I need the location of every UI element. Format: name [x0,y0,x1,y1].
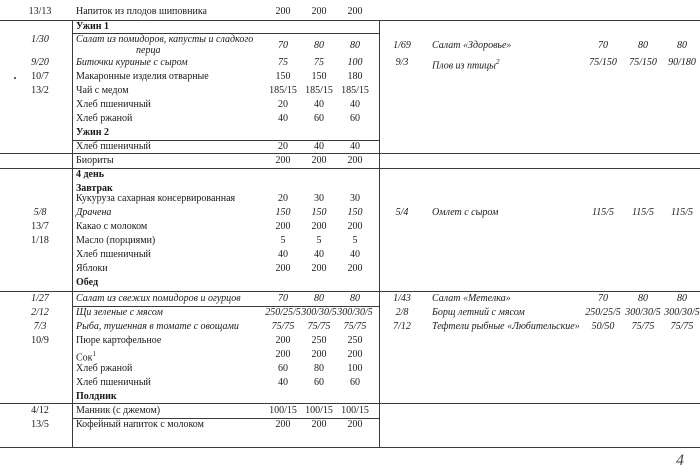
portion-value: 200 [275,155,291,166]
portion-value: 250 [347,335,363,346]
portion-value: 100/15 [269,405,297,416]
page-number: 4 [676,452,684,469]
alt-dish-name: Плов из птицы$^2$ [432,58,500,72]
table-column-rule [72,21,73,447]
dish-code: 13/7 [31,221,49,232]
portion-value: 5 [280,235,286,246]
section-heading: Полдник [76,391,117,402]
dish-name: Хлеб пшеничный [76,141,151,152]
portion-value: 200 [275,6,291,17]
dish-name: Биточки куриные с сыром [76,57,188,68]
portion-value: 200 [275,221,291,232]
dish-name: Салат из свежих помидоров и огурцов [76,293,241,304]
portion-value: 20 [278,193,288,204]
alt-portion-value: 80 [677,40,687,51]
portion-value: 20 [278,99,288,110]
alt-portion-value: 90/180 [668,57,696,68]
portion-value: 60 [350,113,360,124]
dish-name: Макаронные изделия отварные [76,71,209,82]
dish-code: 1/18 [31,235,49,246]
portion-value: 200 [347,221,363,232]
portion-value: 5 [316,235,322,246]
portion-value: 250/25/5 [265,307,301,318]
alt-dish-code: 5/4 [395,207,409,218]
portion-value: 200 [347,263,363,274]
portion-value: 40 [314,249,324,260]
alt-dish-name: Омлет с сыром [432,207,499,218]
dish-name: Щи зеленые с мясом [76,307,163,318]
portion-value: 60 [278,363,288,374]
portion-value: 200 [275,335,291,346]
alt-dish-name: Салат «Здоровье» [432,40,512,51]
table-rule [0,153,700,154]
portion-value: 40 [278,377,288,388]
portion-value: 40 [350,99,360,110]
portion-value: 70 [278,40,288,51]
portion-value: 80 [314,40,324,51]
dish-code: 13/2 [31,85,49,96]
portion-value: 70 [278,293,288,304]
portion-value: 200 [311,6,327,17]
alt-dish-code: 2/8 [395,307,409,318]
portion-value: 300/30/5 [337,307,373,318]
dish-name: Пюре картофельное [76,335,162,346]
table-rule [0,447,700,448]
table-column-rule [379,21,380,447]
portion-value: 200 [311,155,327,166]
alt-portion-value: 80 [677,293,687,304]
portion-value: 300/30/5 [301,307,337,318]
dish-name: Хлеб пшеничный [76,377,151,388]
alt-dish-name: Салат «Метелка» [432,293,511,304]
portion-value: 185/15 [269,85,297,96]
portion-value: 40 [278,249,288,260]
dish-name: Манник (с джемом) [76,405,161,416]
day-heading: 4 день [76,169,105,180]
portion-value: 185/15 [305,85,333,96]
portion-value: 40 [278,113,288,124]
alt-portion-value: 300/30/5 [625,307,661,318]
portion-value: 75/75 [343,321,367,332]
alt-portion-value: 70 [598,40,608,51]
alt-portion-value: 80 [638,293,648,304]
portion-value: 75/75 [307,321,331,332]
portion-value: 150 [347,207,363,218]
portion-value: 60 [314,113,324,124]
dish-code: 4/12 [31,405,49,416]
portion-value: 150 [311,207,327,218]
dish-code: 10/9 [31,335,49,346]
portion-value: 80 [350,40,360,51]
portion-value: 40 [314,99,324,110]
portion-value: 200 [347,349,363,360]
alt-portion-value: 75/75 [670,321,694,332]
dish-name: Рыба, тушенная в томате с овощами [76,321,239,332]
alt-portion-value: 300/30/5 [664,307,700,318]
dish-name: Кукуруза сахарная консервированная [76,193,236,204]
portion-value: 100 [347,363,363,374]
portion-value: 80 [314,293,324,304]
dish-code: 13/13 [28,6,52,17]
portion-value: 100/15 [341,405,369,416]
dish-code: 9/20 [31,57,49,68]
portion-value: 200 [347,419,363,430]
dish-name: Яблоки [76,263,108,274]
dish-name: Хлеб ржаной [76,113,133,124]
portion-value: 30 [350,193,360,204]
portion-value: 75 [278,57,288,68]
section-heading: Обед [76,277,99,288]
dish-name: Драчена [76,207,112,218]
portion-value: 100 [347,57,363,68]
dish-name: Какао с молоком [76,221,148,232]
portion-value: 150 [275,207,291,218]
table-rule [0,403,700,404]
dish-code: 10/7 [31,71,49,82]
alt-portion-value: 50/50 [591,321,615,332]
portion-value: 150 [311,71,327,82]
section-heading: Ужин 2 [76,127,109,138]
alt-portion-value: 75/150 [629,57,657,68]
dish-code: 7/3 [33,321,47,332]
portion-value: 40 [350,141,360,152]
dish-name: Кофейный напиток с молоком [76,419,204,430]
portion-value: 100/15 [305,405,333,416]
alt-portion-value: 80 [638,40,648,51]
dish-name: Масло (порциями) [76,235,156,246]
footnote-mark: 1 [92,350,97,358]
alt-dish-code: 9/3 [395,57,409,68]
dish-code: 13/5 [31,419,49,430]
dish-code: 2/12 [31,307,49,318]
portion-value: 20 [278,141,288,152]
portion-value: 40 [314,141,324,152]
portion-value: 250 [311,335,327,346]
alt-portion-value: 70 [598,293,608,304]
alt-dish-name: Тефтели рыбные «Любительские» [432,321,580,332]
section-heading: Завтрак [76,183,113,194]
portion-value: 200 [311,263,327,274]
portion-value: 150 [275,71,291,82]
dish-name: Напиток из плодов шиповника [76,6,207,17]
portion-value: 40 [350,249,360,260]
table-rule [0,168,700,169]
dish-name-cont: перца [136,45,161,56]
dish-name: Сок$^1$ [76,350,97,364]
table-rule [0,291,700,292]
portion-value: 60 [350,377,360,388]
portion-value: 180 [347,71,363,82]
dish-name: Хлеб пшеничный [76,99,151,110]
portion-value: 60 [314,377,324,388]
alt-portion-value: 115/5 [591,207,615,218]
alt-portion-value: 75/75 [631,321,655,332]
portion-value: 5 [352,235,358,246]
dish-name: Хлеб пшеничный [76,249,151,260]
dish-code: 1/27 [31,293,49,304]
portion-value: 80 [314,363,324,374]
portion-value: 200 [311,349,327,360]
section-heading: Ужин 1 [76,21,109,32]
scan-speck [14,77,16,79]
portion-value: 200 [275,419,291,430]
alt-portion-value: 115/5 [670,207,694,218]
portion-value: 80 [350,293,360,304]
dish-name: Биориты [76,155,114,166]
portion-value: 75 [314,57,324,68]
portion-value: 75/75 [271,321,295,332]
dish-name: Чай с медом [76,85,129,96]
dish-code: 1/30 [31,34,49,45]
portion-value: 200 [347,6,363,17]
portion-value: 200 [275,263,291,274]
portion-value: 200 [311,221,327,232]
alt-portion-value: 250/25/5 [585,307,621,318]
alt-dish-code: 1/43 [393,293,411,304]
alt-dish-code: 7/12 [393,321,411,332]
dish-code: 5/8 [33,207,47,218]
portion-value: 200 [275,349,291,360]
portion-value: 200 [347,155,363,166]
alt-dish-name: Борщ летний с мясом [432,307,525,318]
portion-value: 30 [314,193,324,204]
footnote-mark: 2 [495,58,500,66]
alt-portion-value: 115/5 [631,207,655,218]
alt-dish-code: 1/69 [393,40,411,51]
portion-value: 200 [311,419,327,430]
alt-portion-value: 75/150 [589,57,617,68]
dish-name: Хлеб ржаной [76,363,133,374]
portion-value: 185/15 [341,85,369,96]
dish-name: Салат из помидоров, капусты и сладкого [76,34,254,45]
